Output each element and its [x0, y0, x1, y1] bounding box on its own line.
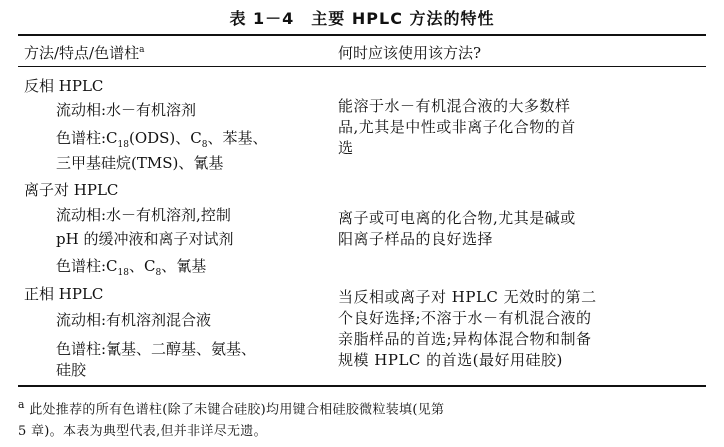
- column-reversed-phase-line2: 三甲基硅烷(TMS)、氰基: [56, 154, 224, 172]
- header-rule: [18, 66, 706, 67]
- column-text: (ODS)、C: [128, 129, 202, 147]
- method-name-reversed-phase: 反相 HPLC: [24, 77, 104, 95]
- column-ion-pair: [56, 256, 206, 277]
- table-top-rule: [18, 34, 706, 36]
- column-normal-phase-line2: 硅胶: [56, 361, 87, 379]
- table-footnote: [18, 394, 708, 443]
- column-normal-phase-line1: 色谱柱:氰基、二醇基、氨基、: [56, 340, 257, 358]
- column-subscript: 18: [117, 140, 129, 150]
- method-name-normal-phase: 正相 HPLC: [24, 285, 104, 303]
- table-title: 表 1－4 主要 HPLC 方法的特性: [229, 9, 495, 28]
- header-footnote-mark: a: [139, 45, 145, 55]
- header-left: [24, 42, 144, 63]
- column-text: 、苯基、: [207, 129, 268, 147]
- column-text: 、氰基: [161, 257, 207, 275]
- footnote-text: 此处推荐的所有色谱柱(除了未键合硅胶)均用键合相硅胶微粒装填(见第 5 章)。本表为典型代表,但并非详尽无遗。: [18, 402, 445, 440]
- use-reversed-phase: 能溶于水－有机混合液的大多数样 品,尤其是中性或非离子化合物的首 选: [338, 97, 576, 157]
- mobile-phase-normal-phase: 流动相:有机溶剂混合液: [56, 311, 212, 329]
- use-normal-phase: 当反相或离子对 HPLC 无效时的第二 个良好选择;不溶于水－有机混合液的 亲脂样品的首选;异构体混合物和制备 规模 HPLC 的首选(最好用硅胶): [338, 288, 597, 369]
- mobile-phase-ion-pair-line1: 流动相:水－有机溶剂,控制: [56, 206, 231, 224]
- column-subscript: 18: [117, 268, 129, 278]
- method-name-ion-pair: 离子对 HPLC: [24, 181, 119, 199]
- column-text: 色谱柱:C: [56, 257, 118, 275]
- use-ion-pair: 离子或可电离的化合物,尤其是碱或 阳离子样品的良好选择: [338, 209, 576, 248]
- mobile-phase-reversed-phase: 流动相:水－有机溶剂: [56, 101, 197, 119]
- column-subscript: 8: [155, 268, 162, 278]
- mobile-phase-ion-pair-line2: pH 的缓冲液和离子对试剂: [56, 230, 234, 248]
- column-reversed-phase-line1: [56, 128, 268, 149]
- table-bottom-rule: [18, 385, 706, 387]
- footnote-mark: a: [18, 398, 25, 411]
- header-left-label: 方法/特点/色谱柱: [24, 44, 140, 62]
- column-text: 、C: [128, 257, 156, 275]
- column-text: 色谱柱:C: [56, 129, 118, 147]
- header-right: 何时应该使用该方法?: [338, 44, 482, 62]
- column-subscript: 8: [201, 140, 208, 150]
